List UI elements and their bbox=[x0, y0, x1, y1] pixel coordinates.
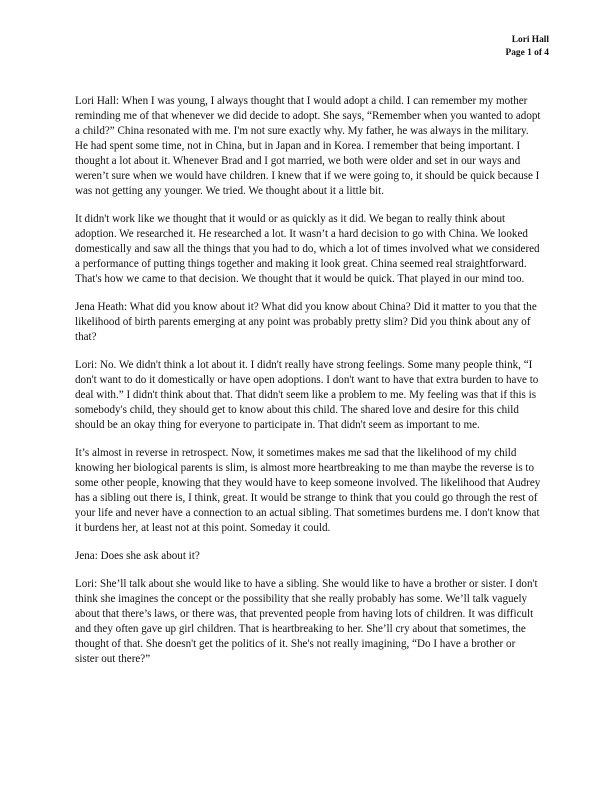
paragraph: Lori: She’ll talk about she would like to have a sibling. She would like to have a brother or sister. I don't think she imagines the concept or the possibility that she really probably has some. We’ll talk vaguely about that there’s laws, or there was, that prevented people from having lots of children. It was difficult and they often gave up girl children. That is heartbreaking to her. She’ll cry about that sometimes, the thought of that. She doesn't get the politics of it. She's not really imagining, “Do I have a brother or sister out there?” bbox=[75, 578, 538, 665]
page-header bbox=[506, 34, 549, 60]
paragraph: Jena Heath: What did you know about it? What did you know about China? Did it matter to you that the likelihood of birth parents emerging at any point was probably pretty slim? Did you think about any of that? bbox=[75, 301, 537, 343]
paragraph: Lori Hall: When I was young, I always thought that I would adopt a child. I can remember my mother reminding me of that whenever we did decide to adopt. She says, “Remember when you wanted to adopt a child?” China resonated with me. I'm not sure exactly why. My father, he was always in the military. He had spent some time, not in China, but in Japan and in Korea. I remember that being important. I thought a lot about it. Whenever Brad and I got married, we both were older and set in our ways and weren’t sure when we would have children. I knew that if we were going to, it should be quick because I was not getting any younger. We tried. We thought about it a little bit. bbox=[75, 95, 541, 197]
paragraph: It’s almost in reverse in retrospect. Now, it sometimes makes me sad that the likelihood of my child knowing her biological parents is slim, is almost more heartbreaking to me than maybe the reverse is to some other people, knowing that they would have to keep someone involved. The likelihood that Audrey has a sibling out there is, I think, great. It would be strange to think that you could go through the rest of your life and never have a connection to an actual sibling. That sometimes burdens me. I don't know that it burdens her, at least not at this point. Someday it could. bbox=[75, 447, 541, 534]
paragraph: Lori: No. We didn't think a lot about it. I didn't really have strong feelings. Some many people think, “I don't want to do it domestically or have open adoptions. I don't want to have that extra burden to have to deal with.” I didn't think about that. That didn't seem like a problem to me. My feeling was that if this is somebody's child, they should get to know about this child. The shared love and desire for this child should be an okay thing for everyone to participate in. That didn't seem as important to me. bbox=[75, 359, 539, 431]
header-name: Lori Hall bbox=[511, 35, 549, 45]
header-page-number: Page 1 of 4 bbox=[505, 48, 549, 58]
paragraph: It didn't work like we thought that it would or as quickly as it did. We began to really think about adoption. We researched it. He researched a lot. It wasn’t a hard decision to go with China. We looked domestically and saw all the things that you had to do, which a lot of times involved what we considered a performance of putting things together and making it look great. China seemed real straightforward. That's how we came to that decision. We thought that it would be quick. That played in our mind too. bbox=[75, 213, 540, 285]
paragraph: Jena: Does she ask about it? bbox=[75, 550, 200, 562]
transcript-body bbox=[75, 94, 541, 680]
